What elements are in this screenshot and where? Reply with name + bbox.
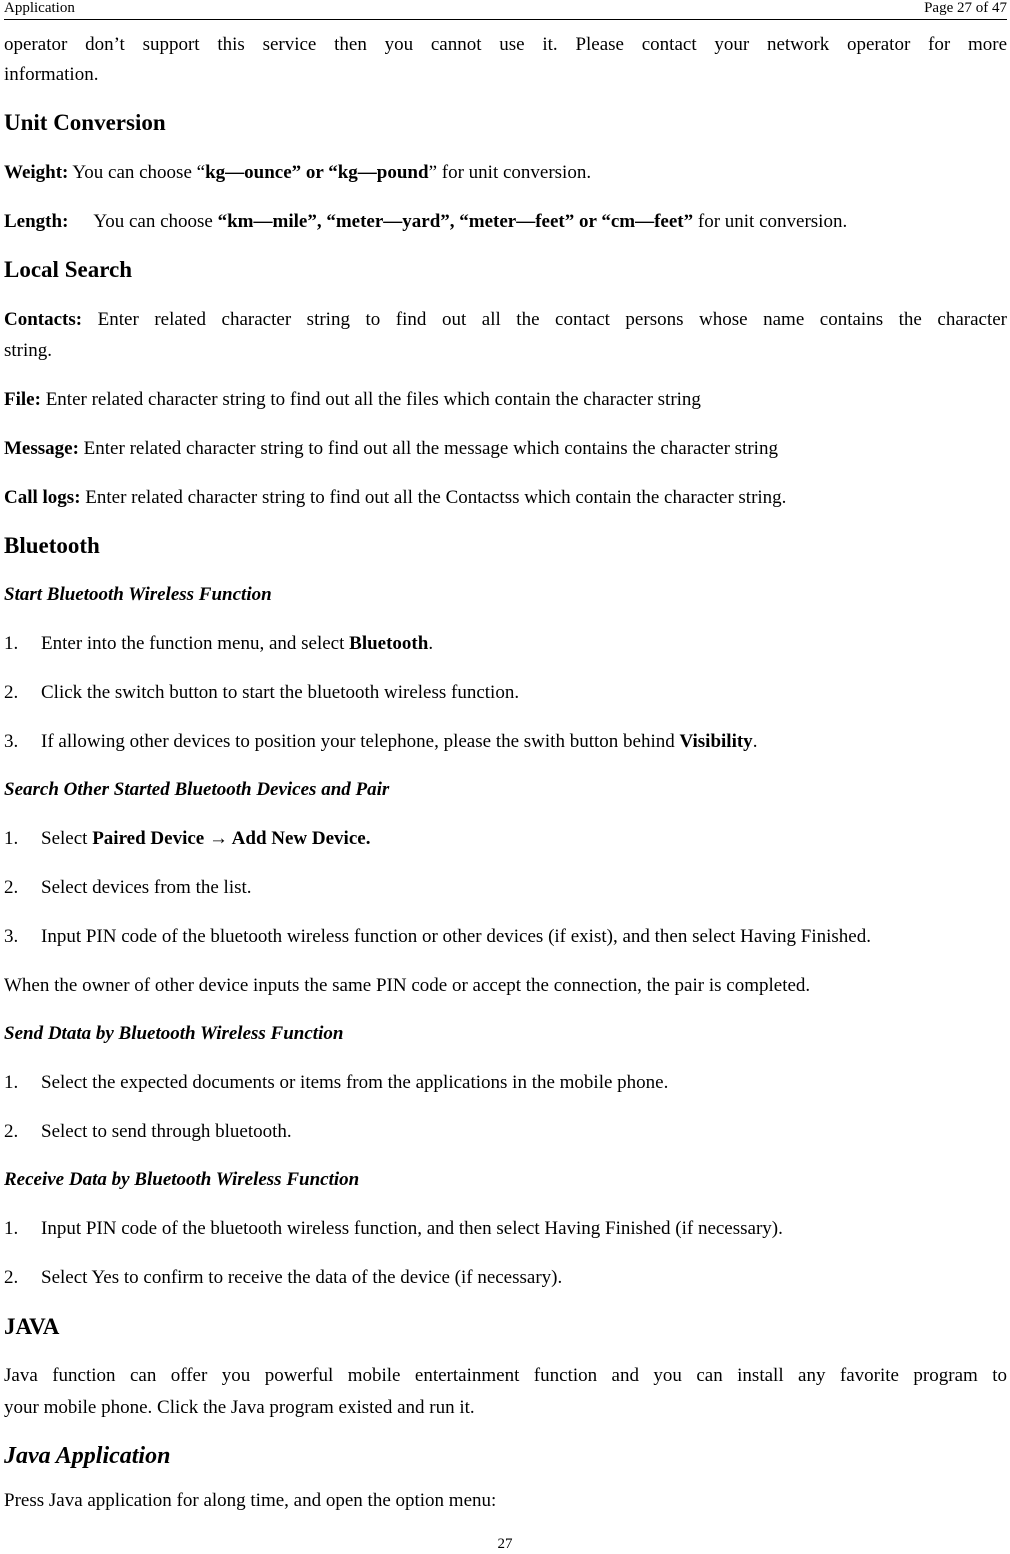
call-logs-paragraph <box>4 486 1007 510</box>
header-section-title: Application <box>4 0 75 16</box>
step-post: . <box>752 731 758 752</box>
java-paragraph-line-1: Java function can offer you powerful mobile entertainment function and you can install any favorite program to <box>4 1365 1007 1386</box>
page-header <box>4 0 1007 20</box>
start-bluetooth-subheading: Start Bluetooth Wireless Function <box>4 584 272 605</box>
weight-units: kg—ounce” or “kg—pound <box>205 162 429 183</box>
search-step-2 <box>4 876 1007 900</box>
search-devices-subheading: Search Other Started Bluetooth Devices and Pair <box>4 779 390 800</box>
start-step-2 <box>4 681 1007 705</box>
page-number-footer: 27 <box>497 1536 513 1552</box>
java-application-text: Press Java application for along time, and open the option menu: <box>4 1490 497 1511</box>
file-paragraph <box>4 388 1007 412</box>
step-number: 3. <box>4 731 19 752</box>
receive-step-2 <box>4 1266 1007 1290</box>
step-post: . <box>428 633 434 654</box>
weight-paragraph <box>4 161 1007 185</box>
weight-pre: You can choose “ <box>68 162 206 183</box>
message-label: Message: <box>4 438 79 459</box>
weight-post: ” for unit conversion. <box>428 162 592 183</box>
call-logs-text: Enter related character string to find out all the Contactss which contain the character string. <box>80 487 787 508</box>
step-text: Click the switch button to start the bluetooth wireless function. <box>41 682 520 703</box>
step-number: 2. <box>4 1121 19 1142</box>
java-heading: JAVA <box>4 1314 60 1339</box>
send-data-subheading: Send Dtata by Bluetooth Wireless Function <box>4 1023 344 1044</box>
receive-data-subheading: Receive Data by Bluetooth Wireless Function <box>4 1169 360 1190</box>
step-text: Select to send through bluetooth. <box>41 1121 292 1142</box>
step-number: 2. <box>4 1267 19 1288</box>
file-label: File: <box>4 389 41 410</box>
step-number: 1. <box>4 633 19 654</box>
send-step-1 <box>4 1071 1007 1095</box>
step-text: Select devices from the list. <box>41 877 252 898</box>
step-text: If allowing other devices to position your telephone, please the swith button behind <box>41 731 680 752</box>
step-number: 1. <box>4 1072 19 1093</box>
start-step-3 <box>4 730 1007 754</box>
local-search-heading: Local Search <box>4 257 132 282</box>
intro-line-1: operator don’t support this service then you cannot use it. Please contact your network operator for more <box>4 34 1007 55</box>
weight-label: Weight: <box>4 162 69 183</box>
length-label: Length: <box>4 211 69 232</box>
step-text: Select <box>41 828 93 849</box>
step-bold-term: Bluetooth <box>349 633 429 654</box>
call-logs-label: Call logs: <box>4 487 81 508</box>
contacts-text: Enter related character string to find out all the contact persons whose name contains the character <box>82 309 1007 330</box>
contacts-label: Contacts: <box>4 309 83 330</box>
step-text: Input PIN code of the bluetooth wireless function, and then select Having Finished (if necessary). <box>41 1218 783 1239</box>
step-text: Select Yes to confirm to receive the data of the device (if necessary). <box>41 1267 563 1288</box>
search-step-3 <box>4 925 1007 949</box>
step-text: Select the expected documents or items from the applications in the mobile phone. <box>41 1072 669 1093</box>
pairing-note: When the owner of other device inputs the same PIN code or accept the connection, the pair is completed. <box>4 975 811 996</box>
send-step-2 <box>4 1120 1007 1144</box>
length-units: “km—mile”, “meter—yard”, “meter—feet” or “cm—feet” <box>217 211 694 232</box>
step-number: 2. <box>4 877 19 898</box>
intro-line-2: information. <box>4 64 99 85</box>
step-text: Enter into the function menu, and select <box>41 633 350 654</box>
unit-conversion-heading: Unit Conversion <box>4 110 166 135</box>
step-number: 2. <box>4 682 19 703</box>
search-step-1 <box>4 827 1007 851</box>
length-pre: You can choose <box>93 211 218 232</box>
length-paragraph <box>4 210 1007 234</box>
bluetooth-heading: Bluetooth <box>4 533 100 558</box>
step-number: 1. <box>4 828 19 849</box>
step-number: 1. <box>4 1218 19 1239</box>
message-text: Enter related character string to find out all the message which contains the character string <box>78 438 778 459</box>
step-bold-term: Paired Device → Add New Device. <box>92 828 371 849</box>
step-number: 3. <box>4 926 19 947</box>
java-paragraph-line-2: your mobile phone. Click the Java program existed and run it. <box>4 1397 475 1418</box>
message-paragraph <box>4 437 1007 461</box>
header-page-indicator: Page 27 of 47 <box>924 0 1007 16</box>
step-bold-term: Visibility <box>679 731 753 752</box>
step-text: Input PIN code of the bluetooth wireless function or other devices (if exist), and then select Having Finished. <box>41 926 871 947</box>
receive-step-1 <box>4 1217 1007 1241</box>
contacts-paragraph-line-2: string. <box>4 340 53 361</box>
start-step-1 <box>4 632 1007 656</box>
file-text: Enter related character string to find out all the files which contain the character string <box>40 389 701 410</box>
contacts-paragraph-line-1 <box>4 308 1007 332</box>
length-post: for unit conversion. <box>693 211 848 232</box>
java-application-heading: Java Application <box>4 1443 171 1469</box>
